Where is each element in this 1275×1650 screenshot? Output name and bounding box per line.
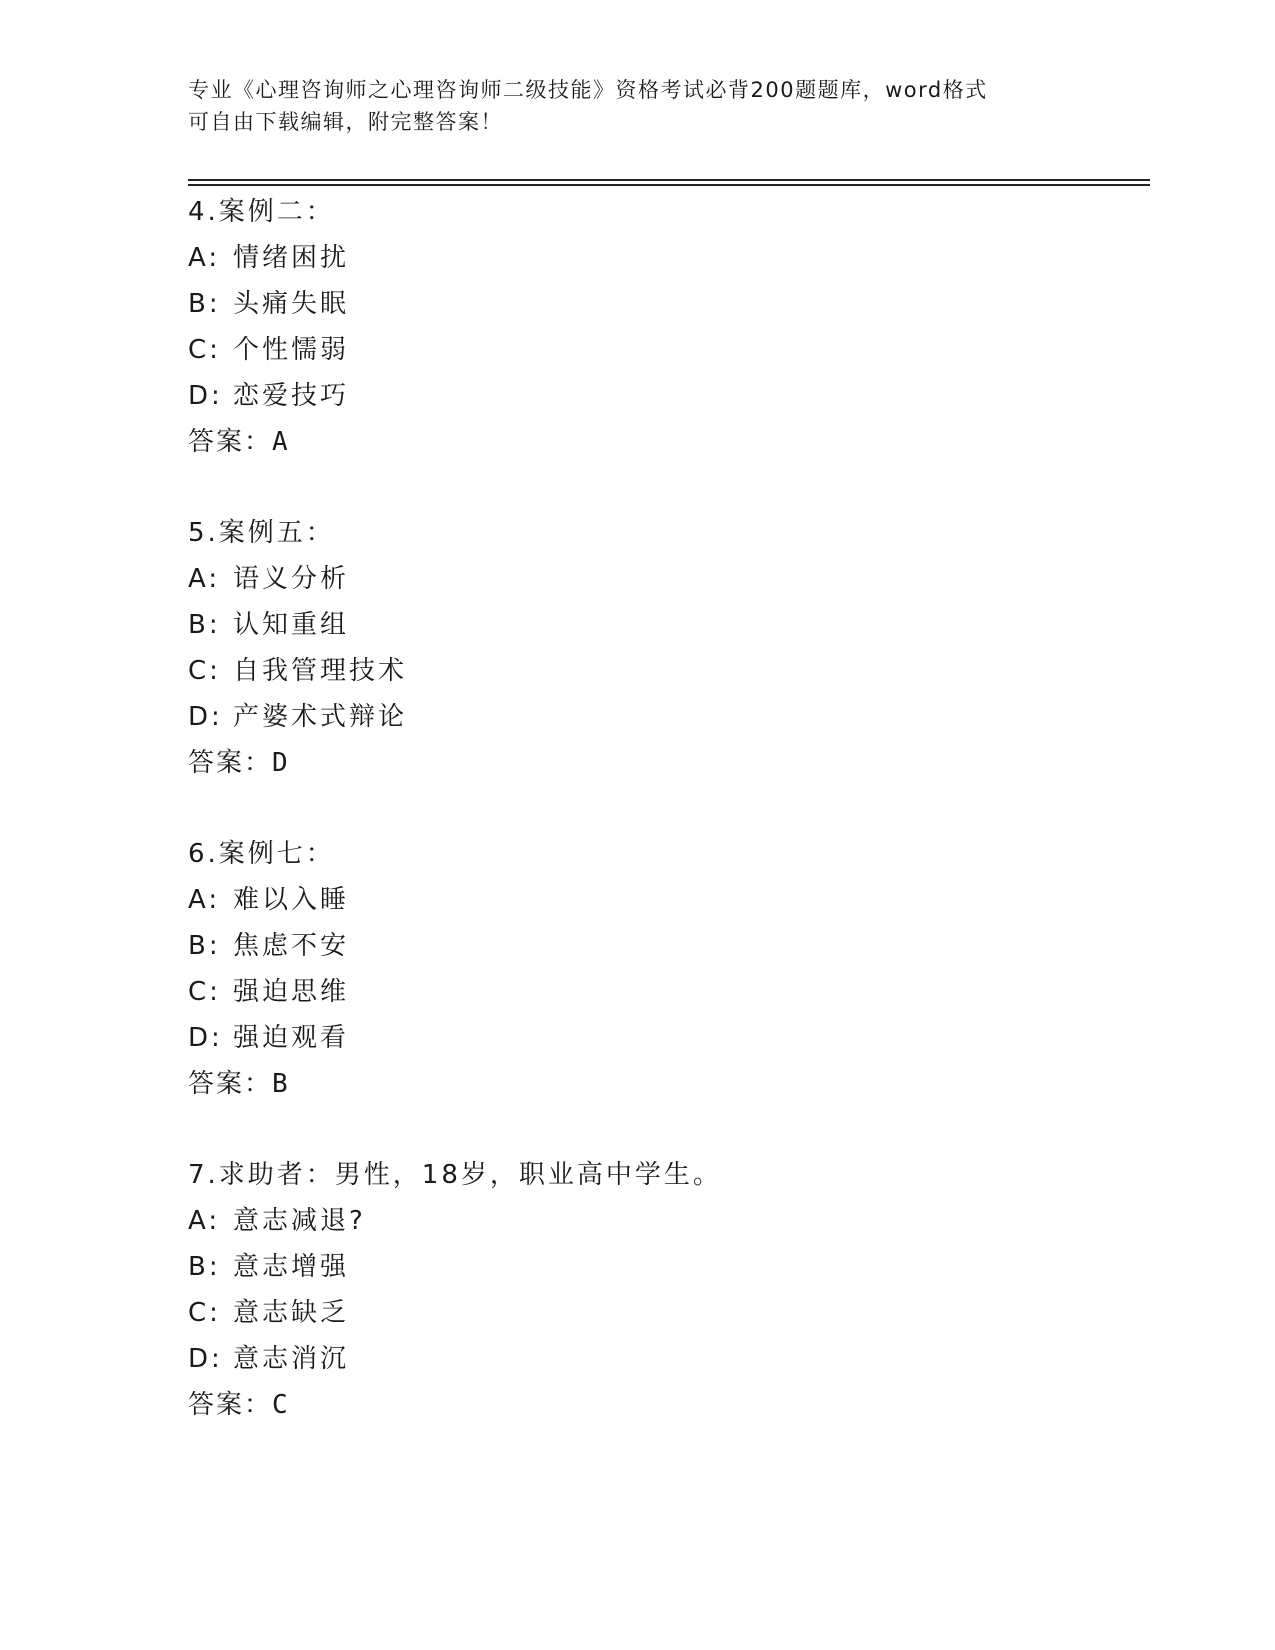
answer-label: 答案： <box>188 1390 273 1420</box>
option-letter: D: <box>188 702 223 732</box>
header-line-1: 专业《心理咨询师之心理咨询师二级技能》资格考试必背200题题库，word格式 <box>188 78 988 102</box>
question-list <box>188 189 1148 1473</box>
option-text: 自我管理技术 <box>233 656 408 686</box>
option-letter: C: <box>188 656 221 686</box>
option-d <box>188 694 1148 740</box>
option-a <box>188 877 1148 923</box>
option-text: 认知重组 <box>233 610 350 640</box>
question-stem: 7.求助者：男性，18岁，职业高中学生。 <box>188 1160 722 1190</box>
answer-value: A <box>272 427 288 457</box>
answer-value: B <box>272 1069 288 1099</box>
option-b <box>188 281 1148 327</box>
option-text: 难以入睡 <box>233 885 350 915</box>
option-text: 意志消沉 <box>233 1344 350 1374</box>
option-text: 语义分析 <box>233 564 350 594</box>
option-c <box>188 1290 1148 1336</box>
header-divider-top <box>188 179 1150 181</box>
question-item <box>188 1152 1148 1428</box>
option-letter: C: <box>188 1298 221 1328</box>
option-letter: B: <box>188 289 221 319</box>
option-a <box>188 556 1148 602</box>
answer-value: D <box>272 748 288 778</box>
option-letter: A: <box>188 564 221 594</box>
option-letter: D: <box>188 1344 223 1374</box>
option-d <box>188 1336 1148 1382</box>
option-d <box>188 373 1148 419</box>
question-item <box>188 510 1148 786</box>
option-text: 头痛失眠 <box>233 289 350 319</box>
option-text: 个性懦弱 <box>233 335 350 365</box>
document-header <box>188 74 1088 138</box>
answer-line <box>188 419 1148 465</box>
option-letter: B: <box>188 610 221 640</box>
option-letter: A: <box>188 1206 221 1236</box>
option-text: 焦虑不安 <box>233 931 350 961</box>
option-letter: D: <box>188 381 223 411</box>
answer-line <box>188 1061 1148 1107</box>
answer-label: 答案： <box>188 1069 273 1099</box>
option-text: 强迫观看 <box>233 1023 350 1053</box>
option-c <box>188 327 1148 373</box>
answer-line <box>188 740 1148 786</box>
option-letter: A: <box>188 885 221 915</box>
option-text: 强迫思维 <box>233 977 350 1007</box>
header-line-2: 可自由下载编辑，附完整答案！ <box>188 110 503 134</box>
option-letter: C: <box>188 977 221 1007</box>
option-text: 情绪困扰 <box>233 243 350 273</box>
option-letter: B: <box>188 1252 221 1282</box>
option-letter: D: <box>188 1023 223 1053</box>
answer-label: 答案： <box>188 748 273 778</box>
option-c <box>188 648 1148 694</box>
option-text: 产婆术式辩论 <box>233 702 408 732</box>
option-b <box>188 923 1148 969</box>
answer-label: 答案： <box>188 427 273 457</box>
option-letter: B: <box>188 931 221 961</box>
option-b <box>188 602 1148 648</box>
question-item <box>188 831 1148 1107</box>
option-text: 意志缺乏 <box>233 1298 350 1328</box>
question-stem: 6.案例七： <box>188 839 335 869</box>
question-item <box>188 189 1148 465</box>
option-letter: A: <box>188 243 221 273</box>
option-text: 恋爱技巧 <box>233 381 350 411</box>
option-text: 意志增强 <box>233 1252 350 1282</box>
option-b <box>188 1244 1148 1290</box>
answer-value: C <box>272 1390 288 1420</box>
option-a <box>188 1198 1148 1244</box>
question-stem: 5.案例五： <box>188 518 335 548</box>
option-a <box>188 235 1148 281</box>
option-c <box>188 969 1148 1015</box>
question-stem: 4.案例二： <box>188 197 335 227</box>
option-d <box>188 1015 1148 1061</box>
option-letter: C: <box>188 335 221 365</box>
header-divider-bottom <box>188 184 1150 186</box>
option-text: 意志减退? <box>233 1206 366 1236</box>
answer-line <box>188 1382 1148 1428</box>
